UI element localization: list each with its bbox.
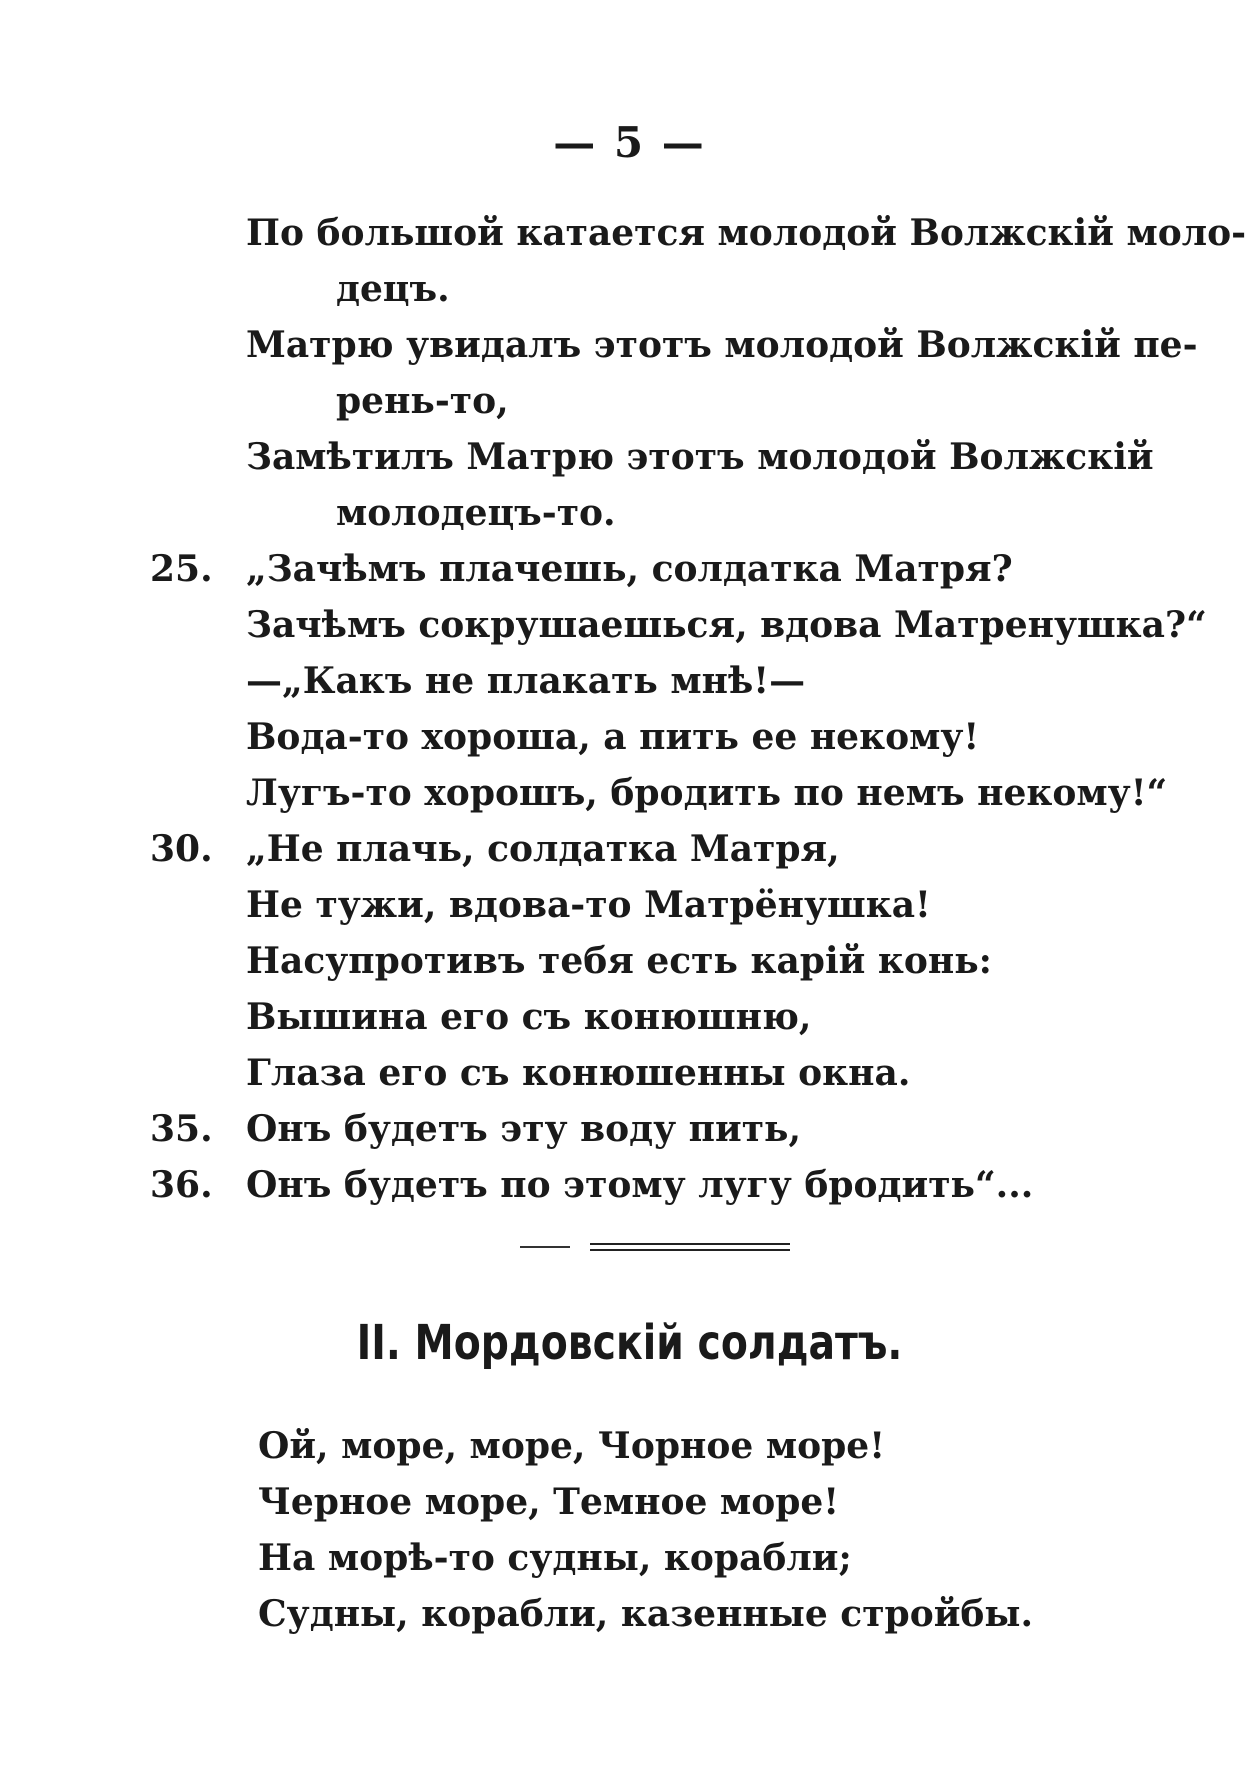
divider-line-top	[590, 1243, 790, 1245]
verse-line	[0, 1157, 1259, 1213]
verse-line	[0, 429, 1259, 485]
verse-text: Черное море, Темное море!	[258, 1481, 840, 1523]
divider-line-bottom	[590, 1249, 790, 1251]
verse-text: —„Какъ не плакать мнѣ!—	[246, 660, 806, 702]
section-heading: II. Мордовскій солдатъ.	[356, 1315, 903, 1371]
verse-text: На морѣ-то судны, корабли;	[258, 1537, 852, 1579]
verse-text: „Зачѣмъ плачешь, солдатка Матря?	[246, 548, 1013, 590]
verse-text: Вышина его съ конюшню,	[246, 996, 812, 1038]
section-divider	[520, 1240, 790, 1258]
poem-section-1	[0, 205, 1259, 1213]
page-number: — 5 —	[553, 118, 706, 167]
verse-line	[0, 1418, 1259, 1474]
verse-text: „Не плачь, солдатка Матря,	[246, 828, 840, 870]
verse-line	[0, 765, 1259, 821]
verse-line	[0, 317, 1259, 373]
verse-line	[0, 1101, 1259, 1157]
verse-text: Ой, море, море, Чорное море!	[258, 1425, 885, 1467]
verse-line	[0, 989, 1259, 1045]
verse-line	[0, 709, 1259, 765]
verse-text: Глаза его съ конюшенны окна.	[246, 1052, 911, 1094]
poem-section-2	[0, 1418, 1259, 1642]
verse-text: Судны, корабли, казенные стройбы.	[258, 1593, 1034, 1635]
verse-text: молодецъ-то.	[336, 492, 616, 534]
verse-text: Онъ будетъ по этому лугу бродить“...	[246, 1164, 1034, 1206]
verse-line	[0, 597, 1259, 653]
verse-number: 30.	[150, 828, 213, 870]
verse-text: децъ.	[336, 268, 450, 310]
verse-line	[0, 373, 1259, 429]
verse-text: Матрю увидалъ этотъ молодой Волжскій пе-	[246, 324, 1198, 366]
verse-line	[0, 1045, 1259, 1101]
verse-text: По большой катается молодой Волжскій моло-	[246, 212, 1247, 254]
verse-line	[0, 653, 1259, 709]
verse-text: Лугъ-то хорошъ, бродить по немъ некому!“	[246, 772, 1168, 814]
verse-text: рень-то,	[336, 380, 509, 422]
verse-line	[0, 1586, 1259, 1642]
verse-text: Зачѣмъ сокрушаешься, вдова Матренушка?“	[246, 604, 1207, 646]
verse-text: Насупротивъ тебя есть карій конь:	[246, 940, 992, 982]
verse-line	[0, 205, 1259, 261]
verse-text: Онъ будетъ эту воду пить,	[246, 1108, 801, 1150]
verse-line	[0, 877, 1259, 933]
verse-number: 36.	[150, 1164, 213, 1206]
verse-line	[0, 485, 1259, 541]
verse-text: Замѣтилъ Матрю этотъ молодой Волжскій	[246, 436, 1154, 478]
verse-text: Вода-то хороша, а пить ее некому!	[246, 716, 980, 758]
verse-text: Не тужи, вдова-то Матрёнушка!	[246, 884, 931, 926]
divider-short-line	[520, 1246, 570, 1248]
verse-line	[0, 933, 1259, 989]
verse-number: 25.	[150, 548, 213, 590]
verse-number: 35.	[150, 1108, 213, 1150]
verse-line	[0, 1530, 1259, 1586]
verse-line	[0, 541, 1259, 597]
verse-line	[0, 821, 1259, 877]
verse-line	[0, 261, 1259, 317]
verse-line	[0, 1474, 1259, 1530]
